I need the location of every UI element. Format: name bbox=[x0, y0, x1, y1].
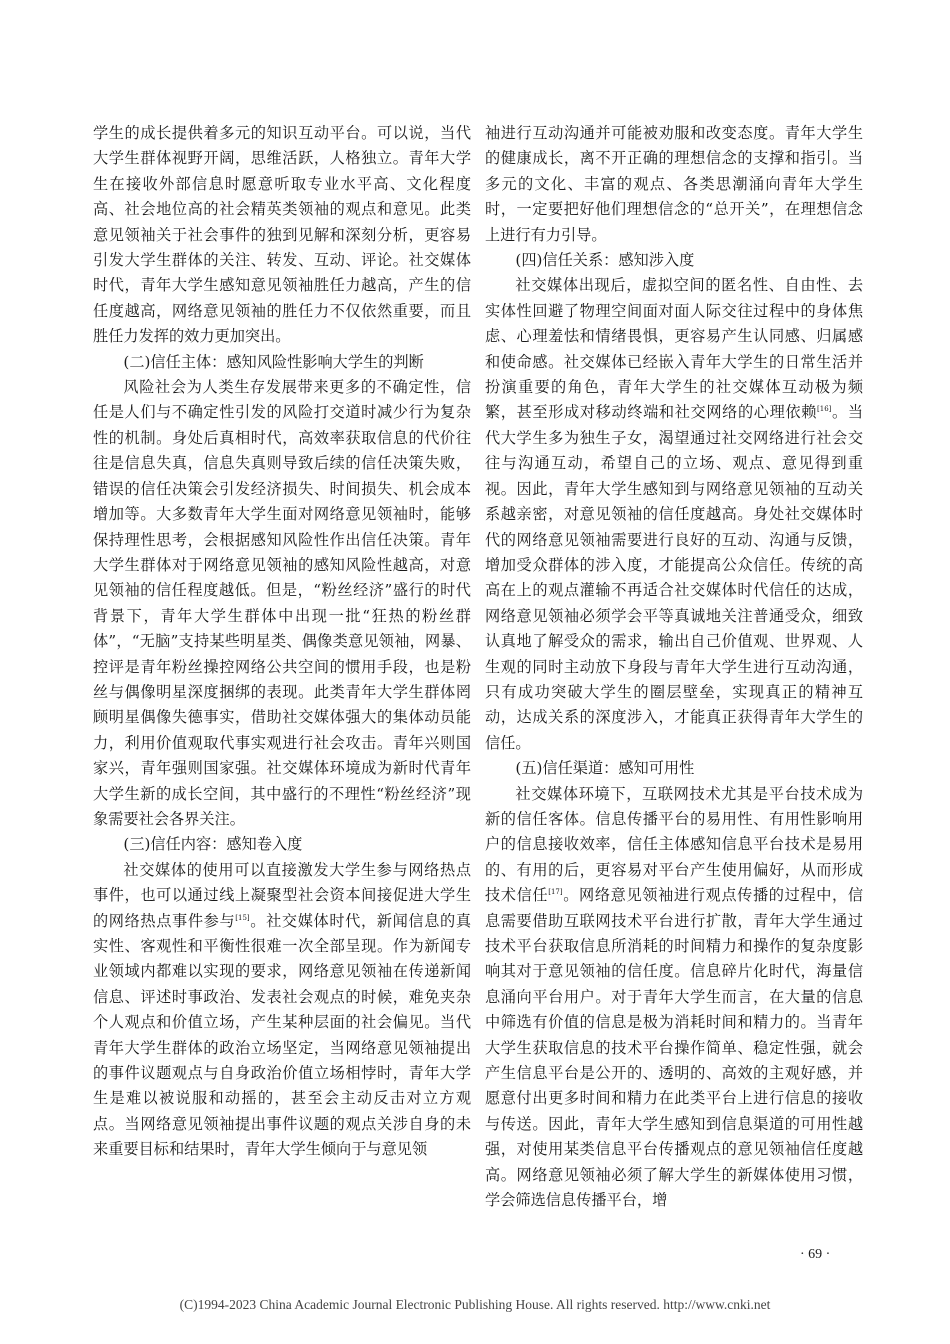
paragraph bbox=[485, 273, 863, 756]
paragraph-text: 社交媒体的使用可以直接激发大学生参与网络热点事件，也可以通过线上凝聚型社会资本间接促进大学生的网络热点事件参与 bbox=[93, 860, 471, 930]
paragraph: 袖进行互动沟通并可能被劝服和改变态度。青年大学生的健康成长，离不开正确的理想信念的支撑和指引。当多元的文化、丰富的观点、各类思潮涌向青年大学生时，一定要把好他们理想信念的“总开关”，在理想信念上进行有力引导。 bbox=[485, 124, 863, 244]
left-column bbox=[93, 121, 471, 1163]
section-heading: (四)信任关系：感知涉入度 bbox=[515, 251, 695, 270]
copyright-footer: (C)1994-2023 China Academic Journal Electronic Publishing House. All rights reserved. http://www.cnki.net bbox=[179, 1297, 771, 1312]
paragraph-text: 社交媒体出现后，虚拟空间的匿名性、自由性、去实体性回避了物理空间面对面人际交往过程中的身体焦虑、心理羞怯和情绪畏惧，更容易产生认同感、归属感和使命感。社交媒体已经嵌入青年大学生的日常生活并扮演重要的角色，青年大学生的社交媒体互动极为频繁，甚至形成对移动终端和社交网络的心理依赖 bbox=[485, 276, 863, 422]
citation-ref: [16] bbox=[817, 405, 832, 414]
page-number: · 69 · bbox=[800, 1247, 831, 1262]
citation-ref: [15] bbox=[235, 913, 250, 922]
paragraph bbox=[485, 782, 863, 1214]
paragraph-text: 。社交媒体时代，新闻信息的真实性、客观性和平衡性很难一次全部呈现。作为新闻专业领域内都难以实现的要求，网络意见领袖在传递新闻信息、评述时事政治、发表社会观点的时候，难免夹杂个人观点和价值立场，产生某种层面的社会偏见。当代青年大学生群体的政治立场坚定，当网络意见领袖提出的事件议题观点与自身政治价值立场相悖时，青年大学生是难以被说服和动摇的，甚至会主动反击对立方观点。当网络意见领袖提出事件议题的观点关涉自身的未来重要目标和结果时，青年大学生倾向于与意见领 bbox=[93, 911, 472, 1159]
right-column bbox=[485, 121, 863, 1213]
section-heading: (二)信任主体：感知风险性影响大学生的判断 bbox=[123, 352, 424, 371]
paragraph-text: 。网络意见领袖进行观点传播的过程中，信息需要借助互联网技术平台进行扩散，青年大学生通过技术平台获取信息所消耗的时间精力和操作的复杂度影响其对于意见领袖的信任度。信息碎片化时代，海量信息涌向平台用户。对于青年大学生而言，在大量的信息中筛选有价值的信息是极为消耗时间和精力的。当青年大学生获取信息的技术平台操作简单、稳定性强，就会产生信息平台是公开的、透明的、高效的主观好感，并愿意付出更多时间和精力在此类平台上进行信息的接收与传送。因此，青年大学生感知到信息渠道的可用性越强，对使用某类信息平台传播观点的意见领袖信任度越高。网络意见领袖必须了解大学生的新媒体使用习惯，学会筛选信息传播平台，增 bbox=[485, 886, 864, 1210]
section-heading: (五)信任渠道：感知可用性 bbox=[515, 759, 695, 778]
paragraph: 风险社会为人类生存发展带来更多的不确定性，信任是人们与不确定性引发的风险打交道时减少行为复杂性的机制。身处后真相时代，高效率获取信息的代价往往是信息失真，信息失真则导致后续的信任决策失败，错误的信任决策会引发经济损失、时间损失、机会成本增加等。大多数青年大学生面对网络意见领袖时，能够保持理性思考，会根据感知风险性作出信任决策。青年大学生群体对于网络意见领袖的感知风险性越高，对意见领袖的信任程度越低。但是，“粉丝经济”盛行的时代背景下，青年大学生群体中出现一批“狂热的粉丝群体”，“无脑”支持某些明星类、偶像类意见领袖，网暴、控评是青年粉丝操控网络公共空间的惯用手段，也是粉丝与偶像明星深度捆绑的表现。此类青年大学生群体罔顾明星偶像失德事实，借助社交媒体强大的集体动员能力，利用价值观取代事实观进行社会攻击。青年兴则国家兴，青年强则国家强。社交媒体环境成为新时代青年大学生新的成长空间，其中盛行的不理性“粉丝经济”现象需要社会各界关注。 bbox=[93, 378, 471, 828]
paragraph-text: 社交媒体环境下，互联网技术尤其是平台技术成为新的信任客体。信息传播平台的易用性、有用性影响用户的信息接收效率，信任主体感知信息平台技术是易用的、有用的后，更容易对平台产生使用偏好，从而形成技术信任 bbox=[485, 784, 863, 905]
paragraph-text: 。当代大学生多为独生子女，渴望通过社交网络进行社会交往与沟通互动，希望自己的立场、观点、意见得到重视。因此，青年大学生感知到与网络意见领袖的互动关系越亲密，对意见领袖的信任度越高。身处社交媒体时代的网络意见领袖需要进行良好的互动、沟通与反馈，增加受众群体的涉入度，才能提高公众信任。传统的高高在上的观点灌输不再适合社交媒体时代信任的达成，网络意见领袖必须学会平等真诚地关注普通受众，细致认真地了解受众的需求，输出自己价值观、世界观、人生观的同时主动放下身段与青年大学生进行互动沟通，只有成功突破大学生的圈层壁垒，实现真正的精神互动，达成关系的深度涉入，才能真正获得青年大学生的信任。 bbox=[485, 403, 864, 752]
paragraph bbox=[93, 858, 471, 1163]
paragraph: 学生的成长提供着多元的知识互动平台。可以说，当代大学生群体视野开阔，思维活跃，人格独立。青年大学生在接收外部信息时愿意听取专业水平高、文化程度高、社会地位高的社会精英类领袖的观点和意见。此类意见领袖关于社会事件的独到见解和深刻分析，更容易引发大学生群体的关注、转发、互动、评论。社交媒体时代，青年大学生感知意见领袖胜任力越高，产生的信任度越高，网络意见领袖的胜任力不仅依然重要，而且胜任力发挥的效力更加突出。 bbox=[93, 124, 471, 346]
section-heading: (三)信任内容：感知卷入度 bbox=[123, 835, 303, 854]
citation-ref: [17] bbox=[548, 888, 563, 897]
